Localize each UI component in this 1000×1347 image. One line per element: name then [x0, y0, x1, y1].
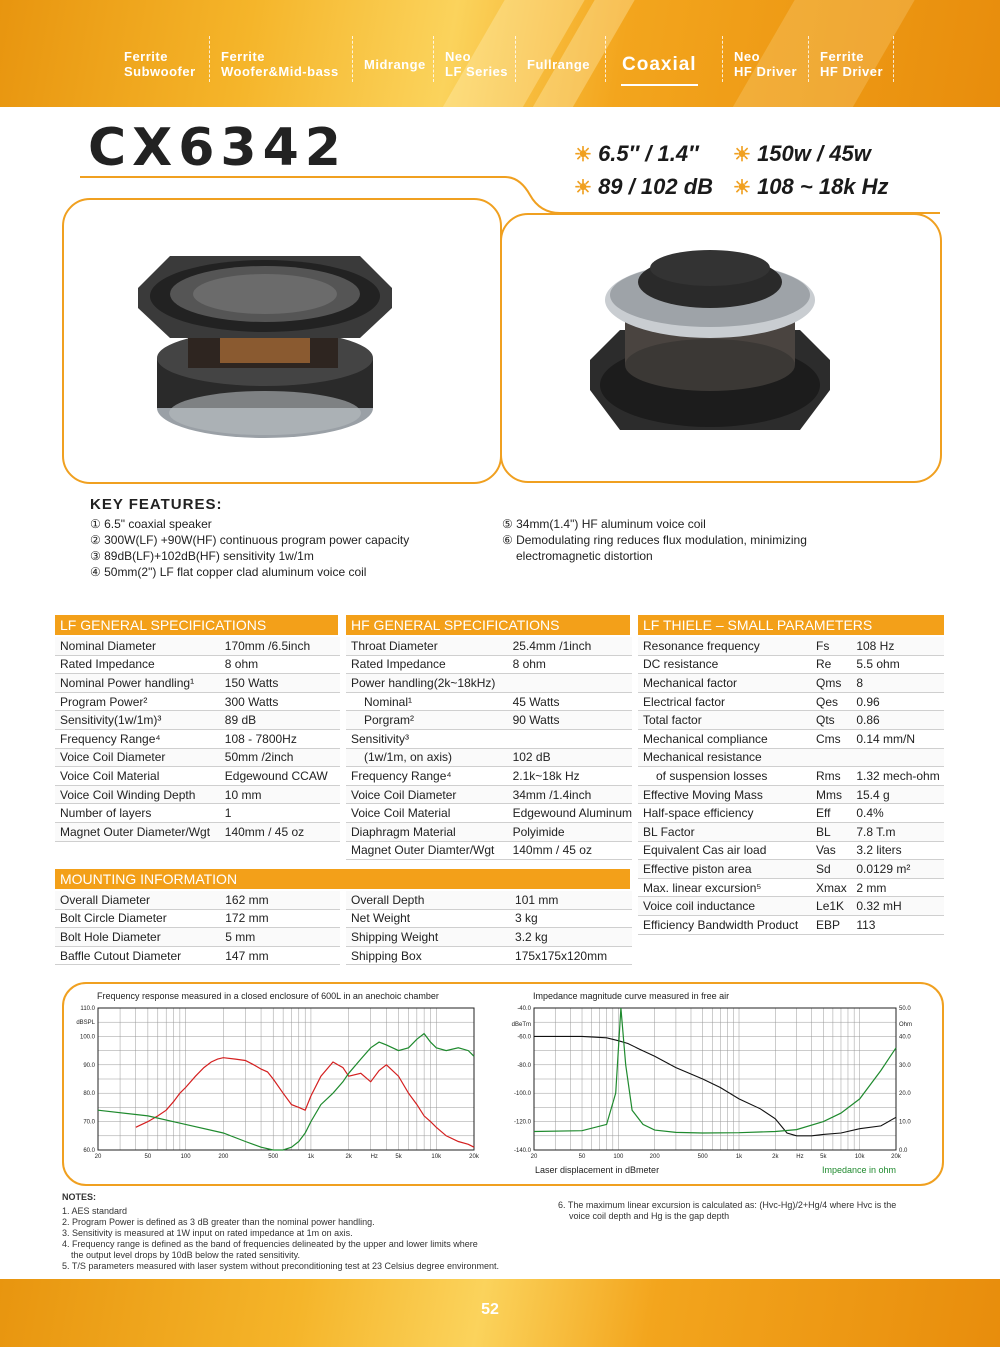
nav-item-fullrange[interactable]: Fullrange [527, 56, 591, 72]
spec-row [55, 729, 340, 748]
spec-symbol: Rms [811, 767, 851, 786]
x-tick-label: 20k [891, 1154, 901, 1160]
spec-label: Overall Depth [346, 891, 510, 909]
nav-item-ferrite-hf[interactable]: Ferrite HF Driver [820, 49, 884, 79]
spec-value: 8 ohm [220, 655, 340, 674]
spec-label: Shipping Weight [346, 928, 510, 947]
y-tick-label-right: 10.0 [899, 1119, 911, 1126]
x-tick-label: 500 [697, 1154, 708, 1160]
nav-item-neo-hf[interactable]: Neo HF Driver [734, 49, 798, 79]
spec-row [638, 841, 944, 860]
spec-label: Nominal¹ [346, 692, 508, 711]
y-tick-label-right: 0.0 [899, 1148, 908, 1154]
x-tick-label: 50 [144, 1154, 152, 1160]
spec-label: Frequency Range⁴ [55, 729, 220, 748]
y-tick-label-right: 20.0 [899, 1091, 911, 1098]
nav-divider [808, 36, 809, 82]
spec-row [55, 891, 340, 909]
spec-value: Polyimide [508, 822, 632, 841]
spec-row [346, 637, 632, 655]
spec-label: Baffle Cutout Diameter [55, 946, 220, 965]
spec-symbol: Sd [811, 860, 851, 879]
spec-row [55, 692, 340, 711]
spec-symbol: Xmax [811, 878, 851, 897]
spec-symbol: Vas [811, 841, 851, 860]
nav-divider [893, 36, 894, 82]
spec-symbol: Eff [811, 804, 851, 823]
x-tick-label: 1k [735, 1154, 743, 1160]
spec-row [346, 655, 632, 674]
spec-label: Bolt Hole Diameter [55, 928, 220, 947]
spec-value: 45 Watts [508, 692, 632, 711]
spec-label: DC resistance [638, 655, 811, 674]
x-tick-label: 100 [613, 1154, 624, 1160]
feature-item: ④ 50mm(2") LF flat copper clad aluminum voice coil [90, 565, 367, 579]
spec-symbol: Re [811, 655, 851, 674]
spec-label: (1w/1m, on axis) [346, 748, 508, 767]
spec-row [638, 804, 944, 823]
spec-row [346, 767, 632, 786]
ts-params-header: LF THIELE – SMALL PARAMETERS [638, 615, 944, 635]
spec-row [638, 637, 944, 655]
spec-label: Voice Coil Material [55, 767, 220, 786]
hf-spec-header: HF GENERAL SPECIFICATIONS [346, 615, 630, 635]
spec-value: Edgewound Aluminum [508, 804, 632, 823]
sun-bullet-icon: ☀ [574, 177, 592, 199]
key-features-right [502, 516, 807, 564]
imp-graph-caption: Impedance magnitude curve measured in free air [533, 991, 730, 1001]
x-tick-label: 5k [820, 1154, 827, 1160]
spec-value: 34mm /1.4inch [508, 785, 632, 804]
x-tick-label: 20k [469, 1154, 479, 1160]
key-features-left [90, 516, 409, 580]
spec-label: Total factor [638, 711, 811, 730]
spec-value: 3.2 liters [851, 841, 944, 860]
spec-value: 15.4 g [851, 785, 944, 804]
spec-value: 3.2 kg [510, 928, 632, 947]
mounting-table-left [55, 891, 340, 965]
y-tick-label-left: -120.0 [513, 1119, 531, 1126]
spec-value: 3 kg [510, 909, 632, 928]
spec-label: Number of layers [55, 804, 220, 823]
y-unit-left: dBeTm [511, 1022, 531, 1028]
spec-symbol: Qts [811, 711, 851, 730]
spec-value [851, 748, 944, 767]
y-tick-label-right: 50.0 [899, 1006, 911, 1012]
y-tick-label-left: -140.0 [513, 1148, 531, 1154]
y-tick-label: 70.0 [83, 1119, 95, 1126]
x-tick-label: 200 [649, 1154, 660, 1160]
spec-row [346, 946, 632, 965]
spec-row [638, 822, 944, 841]
feature-item: ② 300W(LF) +90W(HF) continuous program power capacity [90, 533, 410, 547]
spec-row [638, 729, 944, 748]
spec-row [346, 822, 632, 841]
sun-bullet-icon: ☀ [574, 144, 592, 166]
spec-value: 0.86 [851, 711, 944, 730]
spec-row [638, 785, 944, 804]
y-tick-label: 90.0 [83, 1062, 95, 1069]
note-item: the output level drops by 10dB below the rated sensitivity. [71, 1250, 300, 1260]
spec-value: 170mm /6.5inch [220, 637, 340, 655]
x-tick-label: Hz [370, 1154, 378, 1160]
spec-row [346, 928, 632, 947]
spec-label: Resonance frequency [638, 637, 811, 655]
notes-title: NOTES: [62, 1192, 97, 1202]
spec-symbol: Fs [811, 637, 851, 655]
speaker-back-image [580, 240, 840, 450]
y-tick-label-left: -40.0 [517, 1006, 531, 1012]
headline-frequency: ☀ 108 ~ 18k Hz [733, 174, 889, 199]
spec-row [55, 674, 340, 693]
note-item: voice coil depth and Hg is the gap depth [569, 1211, 730, 1221]
headline-size: ☀ 6.5″ / 1.4″ [574, 141, 699, 166]
grid [98, 1008, 474, 1150]
y-tick-label-left: -60.0 [517, 1034, 531, 1041]
spec-value: 2 mm [851, 878, 944, 897]
spec-row [638, 674, 944, 693]
spec-label: Mechanical resistance [638, 748, 811, 767]
spec-value: 175x175x120mm [510, 946, 632, 965]
x-tick-label: 200 [218, 1154, 229, 1160]
spec-row [55, 928, 340, 947]
sun-bullet-icon: ☀ [733, 144, 751, 166]
impedance-chart [500, 1000, 920, 1170]
spec-row [55, 909, 340, 928]
freq-graph-caption: Frequency response measured in a closed enclosure of 600L in an anechoic chamber [97, 991, 439, 1001]
freq-series-green-line [98, 1034, 474, 1150]
y-tick-label: 110.0 [80, 1006, 95, 1012]
x-tick-label: 500 [268, 1154, 279, 1160]
nav-item-ferrite-woofer[interactable]: Ferrite Woofer&Mid-bass [221, 49, 339, 79]
lf-spec-table [55, 637, 340, 842]
spec-label: Diaphragm Material [346, 822, 508, 841]
y-tick-label: 80.0 [83, 1091, 95, 1098]
x-tick-label: Hz [796, 1154, 804, 1160]
spec-value: 50mm /2inch [220, 748, 340, 767]
spec-row [346, 891, 632, 909]
spec-row [55, 822, 340, 841]
spec-label: Rated Impedance [346, 655, 508, 674]
spec-label: Overall Diameter [55, 891, 220, 909]
spec-row [638, 711, 944, 730]
spec-value: 1.32 mech-ohm [851, 767, 944, 786]
spec-label: Magnet Outer Diameter/Wgt [55, 822, 220, 841]
spec-value: 172 mm [220, 909, 340, 928]
spec-value: 0.0129 m² [851, 860, 944, 879]
nav-divider [352, 36, 353, 82]
spec-row [55, 748, 340, 767]
mounting-table-right [346, 891, 632, 965]
feature-item: ③ 89dB(LF)+102dB(HF) sensitivity 1w/1m [90, 549, 314, 563]
spec-row [638, 655, 944, 674]
ts-params-table [638, 637, 944, 935]
spec-row [346, 692, 632, 711]
spec-row [346, 729, 632, 748]
spec-label: Nominal Power handling¹ [55, 674, 220, 693]
spec-value: 89 dB [220, 711, 340, 730]
spec-value: 140mm / 45 oz [220, 822, 340, 841]
spec-row [346, 909, 632, 928]
spec-value: 1 [220, 804, 340, 823]
spec-value: 8 ohm [508, 655, 632, 674]
spec-row [55, 637, 340, 655]
spec-row [346, 785, 632, 804]
spec-label: Voice coil inductance [638, 897, 811, 916]
nav-item-ferrite-subwoofer[interactable]: Ferrite Subwoofer [124, 49, 196, 79]
spec-label: Mechanical compliance [638, 729, 811, 748]
spec-label: Shipping Box [346, 946, 510, 965]
spec-value: 10 mm [220, 785, 340, 804]
y-tick-label: 100.0 [79, 1034, 95, 1041]
spec-value: 0.4% [851, 804, 944, 823]
spec-row [346, 711, 632, 730]
notes-left [62, 1206, 499, 1272]
spec-label: of suspension losses [638, 767, 811, 786]
spec-label: Effective piston area [638, 860, 811, 879]
x-tick-label: 20 [94, 1154, 102, 1160]
spec-row [346, 674, 632, 693]
spec-value: 0.14 mm/N [851, 729, 944, 748]
note-item: 3. Sensitivity is measured at 1W input on rated impedance at 1m on axis. [62, 1228, 353, 1238]
spec-label: Magnet Outer Diamter/Wgt [346, 841, 508, 860]
x-tick-label: 1k [307, 1154, 315, 1160]
spec-symbol: Qes [811, 692, 851, 711]
impedance-line [534, 1008, 896, 1133]
x-tick-label: 5k [395, 1154, 402, 1160]
laser-displacement-line [534, 1036, 896, 1135]
nav-divider [433, 36, 434, 82]
spec-value: 300 Watts [220, 692, 340, 711]
spec-value: 2.1k~18k Hz [508, 767, 632, 786]
spec-label: Power handling(2k~18kHz) [346, 674, 508, 693]
spec-label: Voice Coil Material [346, 804, 508, 823]
x-tick-label: 2k [345, 1154, 352, 1160]
spec-row [55, 711, 340, 730]
nav-item-midrange[interactable]: Midrange [364, 56, 426, 72]
spec-label: Throat Diameter [346, 637, 508, 655]
note-item: 5. T/S parameters measured with laser system without preconditioning test at 23 Celsius degree environment. [62, 1261, 500, 1271]
spec-label: Effective Moving Mass [638, 785, 811, 804]
spec-label: Program Power² [55, 692, 220, 711]
spec-label: Mechanical factor [638, 674, 811, 693]
feature-item: ⑥ Demodulating ring reduces flux modulation, minimizing [502, 533, 807, 547]
active-tab-underline [621, 84, 698, 86]
spec-symbol: Cms [811, 729, 851, 748]
feature-item: ① 6.5" coaxial speaker [90, 517, 212, 531]
spec-label: Efficiency Bandwidth Product [638, 915, 811, 934]
spec-value: 0.32 mH [851, 897, 944, 916]
spec-row [638, 915, 944, 934]
spec-value: 162 mm [220, 891, 340, 909]
spec-label: Frequency Range⁴ [346, 767, 508, 786]
spec-value: 101 mm [510, 891, 632, 909]
spec-row [638, 860, 944, 879]
spec-row [638, 897, 944, 916]
spec-value [508, 674, 632, 693]
x-tick-label: 10k [431, 1154, 442, 1160]
spec-row [55, 946, 340, 965]
spec-symbol: Qms [811, 674, 851, 693]
sun-bullet-icon: ☀ [733, 177, 751, 199]
spec-row [638, 692, 944, 711]
spec-label: Bolt Circle Diameter [55, 909, 220, 928]
hf-spec-table [346, 637, 632, 860]
spec-row [55, 804, 340, 823]
spec-row [638, 878, 944, 897]
key-features-title: KEY FEATURES: [90, 496, 223, 513]
nav-item-neo-lf[interactable]: Neo LF Series [445, 49, 509, 79]
spec-label: Half-space efficiency [638, 804, 811, 823]
spec-label: Max. linear excursion⁵ [638, 878, 811, 897]
spec-value: 90 Watts [508, 711, 632, 730]
x-tick-label: 20 [530, 1154, 538, 1160]
spec-row [55, 655, 340, 674]
spec-label: Nominal Diameter [55, 637, 220, 655]
feature-item: ⑤ 34mm(1.4") HF aluminum voice coil [502, 517, 706, 531]
nav-divider [515, 36, 516, 82]
spec-label: Net Weight [346, 909, 510, 928]
spec-row [346, 748, 632, 767]
spec-value: 7.8 T.m [851, 822, 944, 841]
impedance-legend: Impedance in ohm [822, 1165, 897, 1175]
spec-value: 8 [851, 674, 944, 693]
spec-symbol: Mms [811, 785, 851, 804]
spec-value: 0.96 [851, 692, 944, 711]
spec-row [55, 785, 340, 804]
headline-sensitivity: ☀ 89 / 102 dB [574, 174, 714, 199]
note-item: 1. AES standard [62, 1206, 128, 1216]
speaker-front-image [130, 238, 400, 448]
spec-label: Voice Coil Winding Depth [55, 785, 220, 804]
spec-label: Voice Coil Diameter [55, 748, 220, 767]
y-tick-label-left: -100.0 [513, 1091, 531, 1098]
x-tick-label: 2k [772, 1154, 779, 1160]
spec-symbol: BL [811, 822, 851, 841]
spec-row [346, 841, 632, 860]
x-tick-label: 50 [578, 1154, 586, 1160]
spec-value: Edgewound CCAW [220, 767, 340, 786]
spec-label: Equivalent Cas air load [638, 841, 811, 860]
frequency-response-chart [64, 1000, 484, 1170]
spec-value: 108 - 7800Hz [220, 729, 340, 748]
headline-power: ☀ 150w / 45w [733, 141, 871, 166]
spec-value [508, 729, 632, 748]
spec-label: Rated Impedance [55, 655, 220, 674]
mounting-header: MOUNTING INFORMATION [55, 869, 630, 889]
note-item: 2. Program Power is defined as 3 dB greater than the nominal power handling. [62, 1217, 375, 1227]
model-title: CX6342 [88, 118, 347, 178]
nav-divider [605, 36, 606, 82]
spec-symbol [811, 748, 851, 767]
spec-row [55, 767, 340, 786]
note-item: 6. The maximum linear excursion is calculated as: (Hvc-Hg)/2+Hg/4 where Hvc is the [558, 1200, 897, 1210]
y-tick-label-right: 30.0 [899, 1062, 911, 1069]
y-unit-label: dBSPL [76, 1020, 95, 1026]
spec-label: Electrical factor [638, 692, 811, 711]
spec-row [638, 748, 944, 767]
spec-label: Sensitivity(1w/1m)³ [55, 711, 220, 730]
y-unit-right: Ohm [899, 1022, 913, 1028]
y-tick-label-right: 40.0 [899, 1034, 911, 1041]
spec-symbol: Le1K [811, 897, 851, 916]
spec-label: BL Factor [638, 822, 811, 841]
spec-value: 150 Watts [220, 674, 340, 693]
spec-row [346, 804, 632, 823]
spec-value: 102 dB [508, 748, 632, 767]
note-item: 4. Frequency range is defined as the band of frequencies delineated by the upper and lower limits where [62, 1239, 478, 1249]
notes-right [558, 1200, 896, 1222]
spec-value: 108 Hz [851, 637, 944, 655]
spec-label: Sensitivity³ [346, 729, 508, 748]
page-number: 52 [481, 1301, 499, 1318]
spec-value: 25.4mm /1inch [508, 637, 632, 655]
y-tick-label: 60.0 [83, 1148, 95, 1154]
lf-spec-header: LF GENERAL SPECIFICATIONS [55, 615, 338, 635]
x-tick-label: 100 [180, 1154, 191, 1160]
spec-label: Voice Coil Diameter [346, 785, 508, 804]
spec-value: 113 [851, 915, 944, 934]
spec-value: 5.5 ohm [851, 655, 944, 674]
spec-row [638, 767, 944, 786]
x-tick-label: 10k [854, 1154, 865, 1160]
y-tick-label-left: -80.0 [517, 1062, 531, 1069]
spec-label: Porgram² [346, 711, 508, 730]
spec-symbol: EBP [811, 915, 851, 934]
nav-divider [209, 36, 210, 82]
nav-item-coaxial-active[interactable]: Coaxial [622, 53, 697, 75]
laser-caption: Laser displacement in dBmeter [535, 1165, 660, 1175]
nav-divider [722, 36, 723, 82]
feature-item: electromagnetic distortion [516, 549, 653, 563]
spec-value: 5 mm [220, 928, 340, 947]
spec-value: 147 mm [220, 946, 340, 965]
spec-value: 140mm / 45 oz [508, 841, 632, 860]
